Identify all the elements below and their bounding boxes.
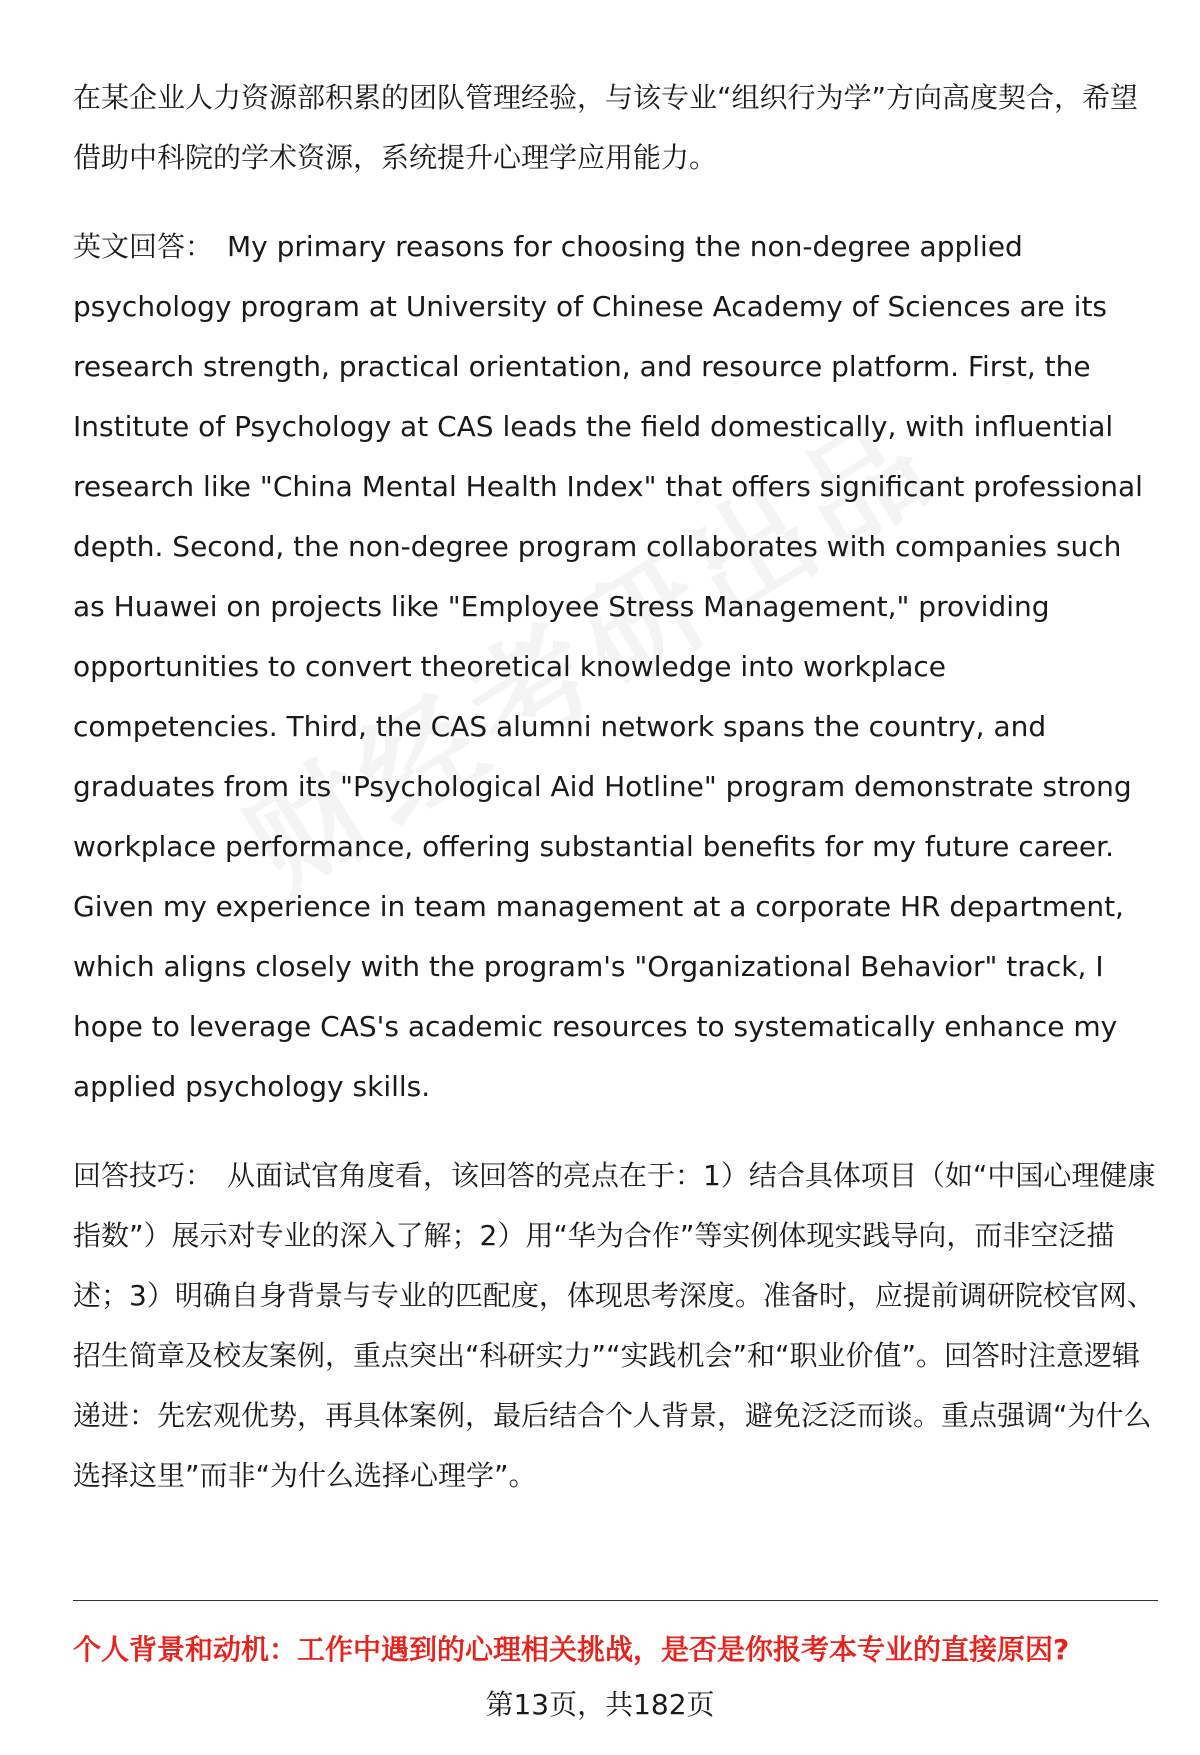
paragraph-answer-tips [73, 1146, 1158, 1506]
paragraph-chinese-intro: 在某企业人力资源部积累的团队管理经验，与该专业“组织行为学”方向高度契合，希望借助中科院的学术资源，系统提升心理学应用能力。 [73, 81, 1139, 174]
english-answer-text: My primary reasons for choosing the non-degree applied psychology program at University of Chinese Academy of Sciences are its research strength, practical orientation, and resource platform. First, the Institute of Psychology at CAS leads the field domestically, with influential research like "China Mental Health Index" that offers significant professional depth. Second, the non-degree program collaborates with companies such as Huawei on projects like "Employee Stress Management," providing opportunities to convert theoretical knowledge into workplace competencies. Third, the CAS alumni network spans the country, and graduates from its "Psychological Aid Hotline" program demonstrate strong workplace performance, offering substantial benefits for my future career. Given my experience in team management at a corporate HR department, which aligns closely with the program's "Organizational Behavior" track, I hope to leverage CAS's academic resources to systematically enhance my applied psychology skills. [73, 230, 1143, 1103]
document-body [73, 68, 1158, 1506]
paragraph-english-answer [73, 217, 1158, 1117]
section-divider [73, 1600, 1158, 1601]
next-question-heading: 个人背景和动机：工作中遇到的心理相关挑战，是否是你报考本专业的直接原因? [73, 1633, 1070, 1666]
english-answer-label: 英文回答： [73, 230, 214, 263]
answer-tips-text: 从面试官角度看，该回答的亮点在于：1）结合具体项目（如“中国心理健康指数”）展示对专业的深入了解；2）用“华为合作”等实例体现实践导向，而非空泛描述；3）明确自身背景与专业的匹配度，体现思考深度。准备时，应提前调研院校官网、招生简章及校友案例，重点突出“科研实力”“实践机会”和“职业价值”。回答时注意逻辑递进：先宏观优势，再具体案例，最后结合个人背景，避免泛泛而谈。重点强调“为什么选择这里”而非“为什么选择心理学”。 [73, 1159, 1156, 1492]
answer-tips-label: 回答技巧： [73, 1159, 214, 1192]
page-number: 第13页，共182页 [485, 1688, 715, 1721]
